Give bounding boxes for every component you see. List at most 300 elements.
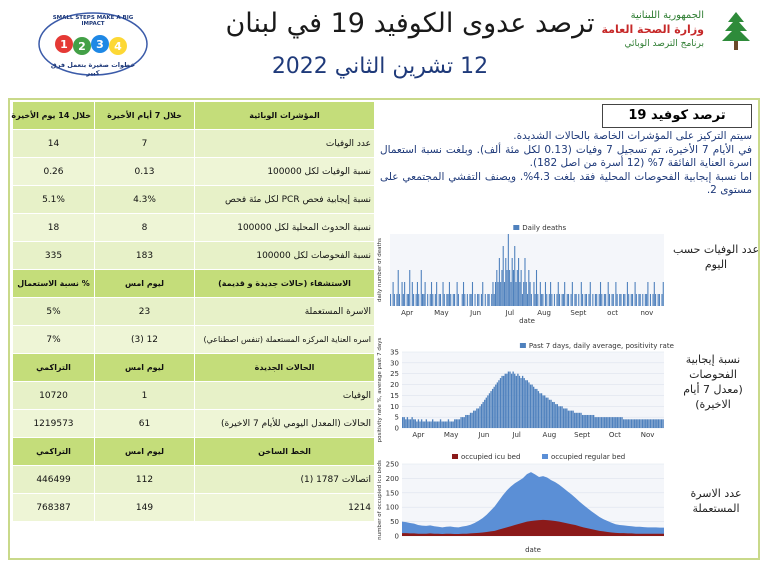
- row-label: اتصالات 1787 (1): [195, 466, 375, 494]
- bar: [634, 419, 635, 428]
- bar: [615, 417, 616, 428]
- bar: [473, 411, 474, 428]
- campaign-slogan-en: SMALL STEPS MAKE A BIG IMPACT: [52, 15, 134, 27]
- table-row: [13, 130, 375, 158]
- bar: [478, 408, 479, 428]
- bar: [579, 413, 580, 428]
- bar: [432, 419, 433, 428]
- col-cumulative-header: التراكمي: [13, 354, 95, 382]
- bar: [659, 419, 660, 428]
- bar: [530, 282, 531, 306]
- bar: [637, 419, 638, 428]
- bar: [465, 415, 466, 428]
- bar: [487, 294, 488, 306]
- y-tick-label: 0: [394, 424, 399, 433]
- bar: [508, 234, 509, 306]
- x-tick-label: Apr: [412, 431, 425, 439]
- bar: [481, 294, 482, 306]
- bar: [486, 398, 487, 428]
- bar: [471, 413, 472, 428]
- bar: [513, 270, 514, 306]
- y-tick-label: 30: [390, 359, 399, 368]
- bar: [561, 406, 562, 428]
- bar: [429, 421, 430, 428]
- bar: [536, 270, 537, 306]
- y-tick-label: 10: [390, 402, 399, 411]
- bar: [609, 294, 610, 306]
- table-cell: 149: [95, 494, 195, 522]
- summary-text: [380, 130, 752, 198]
- legend-label: occupied regular bed: [551, 453, 626, 461]
- bar: [536, 389, 537, 428]
- row-label: الاسرة المستعملة: [195, 298, 375, 326]
- ministry-line1: الجمهورية اللبنانية: [630, 10, 704, 21]
- row-label: نسبة الفحوصات لكل 100000: [195, 242, 375, 270]
- bar: [419, 421, 420, 428]
- bar: [475, 411, 476, 428]
- bar: [585, 294, 586, 306]
- table-cell: 335: [13, 242, 95, 270]
- x-tick-label: May: [443, 431, 459, 439]
- bar: [498, 380, 499, 428]
- bar: [524, 378, 525, 428]
- bar: [558, 282, 559, 306]
- bar: [456, 419, 457, 428]
- table-row: [13, 298, 375, 326]
- bar: [498, 282, 499, 306]
- bar: [533, 282, 534, 306]
- bar: [563, 408, 564, 428]
- bar: [549, 294, 550, 306]
- bar: [485, 294, 486, 306]
- bar: [646, 294, 647, 306]
- table-row: [13, 466, 375, 494]
- bar: [615, 282, 616, 306]
- report-date: 12 تشرين الثاني 2022: [271, 54, 489, 79]
- bar: [592, 294, 593, 306]
- bar: [503, 376, 504, 428]
- bar: [434, 421, 435, 428]
- bar: [663, 282, 664, 306]
- bar: [590, 415, 591, 428]
- table-cell: 112: [95, 466, 195, 494]
- bar: [413, 419, 414, 428]
- bar: [413, 294, 414, 306]
- bar: [593, 415, 594, 428]
- bar: [518, 258, 519, 306]
- bar: [481, 404, 482, 428]
- bar: [446, 294, 447, 306]
- bar: [402, 417, 403, 428]
- bar: [572, 411, 573, 428]
- bar: [645, 419, 646, 428]
- svg-text:4: 4: [114, 40, 122, 53]
- bar: [464, 417, 465, 428]
- bar: [459, 419, 460, 428]
- bar: [591, 415, 592, 428]
- bar: [495, 385, 496, 428]
- bar: [404, 417, 405, 428]
- x-tick-label: Nov: [640, 431, 655, 439]
- bar: [522, 294, 523, 306]
- positivity-label-line2: (معدل 7 أيام الاخيرة): [683, 383, 743, 411]
- table-row: [13, 494, 375, 522]
- table-cell: 23: [95, 298, 195, 326]
- x-tick-label: Sept: [574, 431, 591, 439]
- bar: [496, 270, 497, 306]
- bar: [645, 294, 646, 306]
- bar: [407, 294, 408, 306]
- table-cell: 8: [95, 214, 195, 242]
- bar: [656, 419, 657, 428]
- bar: [640, 294, 641, 306]
- bar: [501, 376, 502, 428]
- bar: [531, 294, 532, 306]
- bar: [464, 294, 465, 306]
- svg-text:3: 3: [96, 38, 104, 51]
- row-label: نسبة الوفيات لكل 100000: [195, 158, 375, 186]
- bar: [582, 294, 583, 306]
- bar: [531, 385, 532, 428]
- table-cell: 1219573: [13, 410, 95, 438]
- legend-swatch: [542, 454, 548, 459]
- bar: [432, 294, 433, 306]
- x-axis-label: date: [525, 546, 541, 554]
- bar: [509, 270, 510, 306]
- bar: [444, 294, 445, 306]
- section-hospital-header: الاستشفاء (حالات جديدة و قديمة): [195, 270, 375, 298]
- bar: [600, 282, 601, 306]
- bar: [605, 294, 606, 306]
- bar: [476, 408, 477, 428]
- bar: [568, 411, 569, 428]
- bar: [527, 380, 528, 428]
- x-tick-label: Aug: [542, 431, 557, 439]
- bar: [512, 372, 513, 428]
- bar: [505, 374, 506, 428]
- y-tick-label: 5: [394, 413, 399, 422]
- bar: [507, 270, 508, 306]
- bar: [542, 395, 543, 428]
- bar: [460, 417, 461, 428]
- bar: [470, 413, 471, 428]
- bar: [418, 294, 419, 306]
- bar: [584, 415, 585, 428]
- indicators-table: [12, 101, 374, 522]
- bar: [601, 294, 602, 306]
- bar: [514, 374, 515, 428]
- bar: [510, 282, 511, 306]
- bar: [525, 380, 526, 428]
- bar: [462, 294, 463, 306]
- table-cell: 0.26: [13, 158, 95, 186]
- bar: [577, 413, 578, 428]
- bar: [442, 282, 443, 306]
- bar: [612, 294, 613, 306]
- x-tick-label: Jul: [505, 309, 515, 317]
- bar: [617, 294, 618, 306]
- bar: [438, 421, 439, 428]
- bar: [508, 372, 509, 428]
- bar: [613, 294, 614, 306]
- bar: [554, 402, 555, 428]
- x-tick-label: Apr: [401, 309, 414, 317]
- bar: [569, 411, 570, 428]
- bar: [514, 246, 515, 306]
- bar: [636, 419, 637, 428]
- page-title: ترصد عدوى الكوفيد 19 في لبنان: [225, 8, 595, 39]
- y-axis-label: daily number of deaths: [377, 238, 383, 302]
- row-label: الحالات (المعدل اليومي للأيام 7 الاخيرة): [195, 410, 375, 438]
- bar: [631, 419, 632, 428]
- positivity-chart: [374, 337, 674, 444]
- bar: [541, 294, 542, 306]
- bar: [563, 294, 564, 306]
- table-row: [13, 158, 375, 186]
- bar: [621, 417, 622, 428]
- bar: [655, 419, 656, 428]
- row-label: نسبة الحدوث المحلية لكل 100000: [195, 214, 375, 242]
- col-usage-header: % نسبة الاستعمال: [13, 270, 95, 298]
- bar: [431, 282, 432, 306]
- bar: [499, 258, 500, 306]
- bar: [599, 294, 600, 306]
- col-7days-header: خلال 7 أيام الأخيرة: [95, 102, 195, 130]
- bar: [505, 258, 506, 306]
- col-yesterday-header: ليوم امس: [95, 270, 195, 298]
- x-tick-label: Oct: [608, 431, 621, 439]
- bar: [490, 391, 491, 428]
- bar: [624, 294, 625, 306]
- bar: [457, 282, 458, 306]
- covid-section-title: ترصد كوفيد 19: [602, 104, 752, 128]
- col-yesterday-header: ليوم امس: [95, 354, 195, 382]
- y-tick-label: 200: [385, 474, 399, 483]
- bar: [596, 417, 597, 428]
- table-cell: 0.13: [95, 158, 195, 186]
- bar: [415, 419, 416, 428]
- bar: [446, 421, 447, 428]
- bar: [604, 417, 605, 428]
- bar: [448, 419, 449, 428]
- table-header-row: [13, 270, 375, 298]
- ministry-line2: وزارة الصحة العامة: [601, 23, 704, 36]
- bar: [435, 421, 436, 428]
- summary-para3: اما نسبة إيجابية الفحوصات المحلية فقد بلغت 4.3%. ويصنف التفشي المجتمعي على مستوى 2.: [380, 170, 752, 196]
- bar: [652, 294, 653, 306]
- legend-swatch: [520, 343, 526, 348]
- bar: [458, 294, 459, 306]
- bar: [623, 419, 624, 428]
- bar: [613, 417, 614, 428]
- bar: [636, 294, 637, 306]
- row-label: عدد الوفيات: [195, 130, 375, 158]
- x-tick-label: oct: [607, 309, 619, 317]
- x-tick-label: Sept: [570, 309, 587, 317]
- bar: [515, 282, 516, 306]
- bar: [642, 294, 643, 306]
- summary-para1: سيتم التركيز على المؤشرات الخاصة بالحالات الشديدة.: [513, 130, 752, 142]
- bar: [620, 417, 621, 428]
- bar: [527, 294, 528, 306]
- bar: [628, 419, 629, 428]
- bar: [559, 294, 560, 306]
- bar: [497, 382, 498, 428]
- col-cumulative-header: التراكمي: [13, 438, 95, 466]
- bar: [412, 282, 413, 306]
- bar: [517, 374, 518, 428]
- bar: [528, 270, 529, 306]
- x-tick-label: Jun: [478, 431, 490, 439]
- bar: [588, 415, 589, 428]
- y-tick-label: 250: [385, 460, 399, 469]
- bar: [403, 294, 404, 306]
- bar: [501, 270, 502, 306]
- bar: [425, 282, 426, 306]
- bar: [604, 294, 605, 306]
- table-header-row: [13, 102, 375, 130]
- bar: [430, 294, 431, 306]
- bar: [404, 282, 405, 306]
- table-cell: 5%: [13, 298, 95, 326]
- bar: [441, 421, 442, 428]
- table-cell: 768387: [13, 494, 95, 522]
- bar: [639, 419, 640, 428]
- bar: [520, 378, 521, 428]
- bar: [607, 417, 608, 428]
- bar: [617, 417, 618, 428]
- table-cell: 7: [95, 130, 195, 158]
- bar: [526, 282, 527, 306]
- bar: [640, 419, 641, 428]
- bar: [423, 294, 424, 306]
- bar: [566, 408, 567, 428]
- bar: [571, 294, 572, 306]
- summary-para2: في الأيام 7 الأخيرة، تم تسجيل 7 وفيات (0.13 لكل مئة ألف). وبلغت نسبة استعمال اسرة العناية الفائقة 7% (12 أسرة من اصل 182).: [380, 143, 752, 169]
- legend-label: Past 7 days, daily average, positivity rate: [528, 342, 674, 350]
- legend-swatch: [513, 225, 519, 230]
- bar: [618, 417, 619, 428]
- table-row: [13, 326, 375, 354]
- bar: [443, 421, 444, 428]
- table-row: [13, 242, 375, 270]
- bar: [545, 282, 546, 306]
- bar: [585, 415, 586, 428]
- bar: [487, 395, 488, 428]
- bar: [538, 391, 539, 428]
- bar: [424, 421, 425, 428]
- x-tick-label: nov: [640, 309, 654, 317]
- bar: [393, 282, 394, 306]
- bar: [427, 421, 428, 428]
- bar: [648, 419, 649, 428]
- positivity-chart-label: [664, 352, 762, 412]
- bar: [623, 294, 624, 306]
- bar: [408, 419, 409, 428]
- bar: [440, 419, 441, 428]
- section-newcases-header: الحالات الجديدة: [195, 354, 375, 382]
- bar: [635, 282, 636, 306]
- y-axis-label: number of occupied icu beds: [377, 460, 383, 540]
- bar: [612, 417, 613, 428]
- y-tick-label: 100: [385, 503, 399, 512]
- bar: [581, 282, 582, 306]
- bar: [449, 282, 450, 306]
- deaths-chart: [374, 222, 668, 325]
- bar: [451, 421, 452, 428]
- row-label: اسره العناية المركزه المستعملة (تنفس اصطناعي): [195, 326, 375, 354]
- bar: [468, 415, 469, 428]
- y-tick-label: 15: [390, 391, 399, 400]
- bar: [471, 294, 472, 306]
- table-cell: 12 (3): [95, 326, 195, 354]
- bar: [506, 374, 507, 428]
- bar: [658, 294, 659, 306]
- bar: [659, 294, 660, 306]
- table-cell: 18: [13, 214, 95, 242]
- bar: [541, 393, 542, 428]
- bar: [546, 398, 547, 428]
- bar: [484, 400, 485, 428]
- bar: [533, 387, 534, 428]
- row-label: نسبة إيجابية فحص PCR لكل مئة فحص: [195, 186, 375, 214]
- bar: [439, 294, 440, 306]
- y-tick-label: 20: [390, 381, 399, 390]
- positivity-label-line1: نسبة إيجابية الفحوصات: [685, 353, 741, 381]
- bar: [512, 258, 513, 306]
- bar: [462, 417, 463, 428]
- bar: [576, 294, 577, 306]
- bar: [450, 294, 451, 306]
- bar: [564, 282, 565, 306]
- bar: [658, 419, 659, 428]
- beds-chart-label: عدد الاسرة المستعملة: [690, 487, 742, 515]
- campaign-logo: [38, 12, 148, 76]
- bar: [489, 294, 490, 306]
- bar: [421, 270, 422, 306]
- bar: [655, 294, 656, 306]
- bar: [557, 404, 558, 428]
- bar: [504, 282, 505, 306]
- y-tick-label: 150: [385, 489, 399, 498]
- bar: [598, 417, 599, 428]
- bar: [430, 421, 431, 428]
- bar: [620, 294, 621, 306]
- bar: [595, 294, 596, 306]
- bar: [535, 389, 536, 428]
- bar: [632, 419, 633, 428]
- bar: [435, 294, 436, 306]
- bar: [528, 382, 529, 428]
- bar: [500, 378, 501, 428]
- bar: [632, 294, 633, 306]
- x-tick-label: Jun: [470, 309, 482, 317]
- bar: [416, 421, 417, 428]
- bar: [547, 398, 548, 428]
- bar: [572, 282, 573, 306]
- bar: [445, 421, 446, 428]
- bar: [654, 282, 655, 306]
- bar: [492, 282, 493, 306]
- bar: [396, 294, 397, 306]
- y-tick-label: 0: [394, 532, 399, 541]
- bar: [610, 417, 611, 428]
- bar: [467, 415, 468, 428]
- table-header-row: [13, 354, 375, 382]
- bar: [626, 419, 627, 428]
- bar: [588, 294, 589, 306]
- table-cell: 10720: [13, 382, 95, 410]
